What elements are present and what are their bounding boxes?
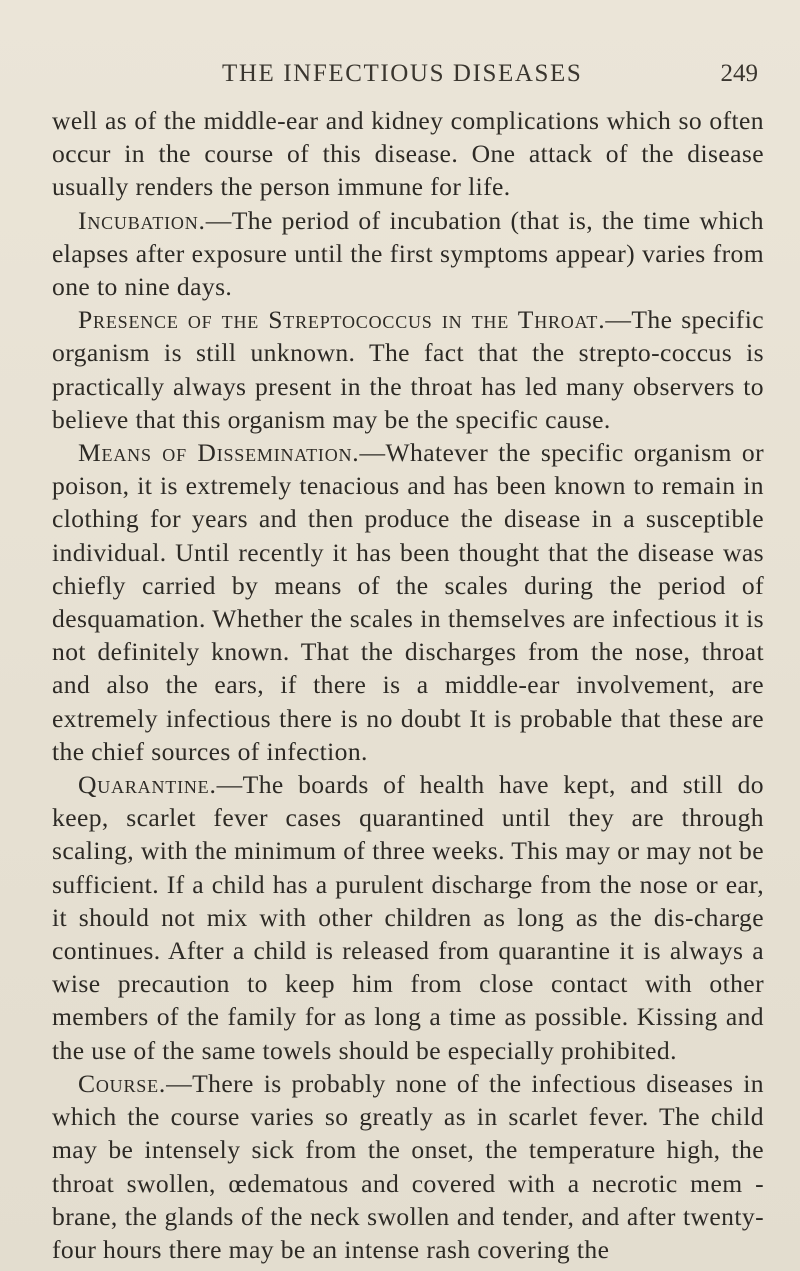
body-text bbox=[52, 104, 764, 1266]
paragraph-continuation bbox=[52, 104, 764, 204]
page-number: 249 bbox=[720, 60, 758, 87]
page-header bbox=[52, 60, 764, 104]
paragraph-text: —The specific organism is still unknown. The fact that the strepto-coccus is practically always present in the throat has led many observers to believe that this organism may be the specific cause. bbox=[52, 305, 764, 434]
section-heading: Course. bbox=[78, 1068, 167, 1098]
paragraph-course bbox=[52, 1067, 764, 1266]
section-heading: Incubation. bbox=[78, 205, 206, 235]
paragraph-dissemination bbox=[52, 436, 764, 768]
paragraph-text: —The boards of health have kept, and still do keep, scarlet fever cases quarantined until they are through scaling, with the minimum of three weeks. This may or may not be sufficient. If a child has a purulent discharge from the nose or ear, it should not mix with other children as long as the dis-charge continues. After a child is released from quarantine it is always a wise precaution to keep him from close contact with other members of the family for as long a time as possible. Kissing and the use of the same towels should be especially prohibited. bbox=[52, 770, 764, 1065]
paragraph-text: —Whatever the specific organism or poison, it is extremely tenacious and has been known to remain in clothing for years and then produce the disease in a susceptible individual. Until recently it has been thought that the disease was chiefly carried by means of the scales during the period of desquamation. Whether the scales in themselves are infectious it is not definitely known. That the discharges from the nose, throat and also the ears, if there is a middle-ear involvement, are extremely infectious there is no doubt It is probable that these are the chief sources of infection. bbox=[52, 438, 764, 766]
section-heading: Means of Dissemination. bbox=[78, 438, 360, 468]
section-heading: Quarantine. bbox=[78, 770, 217, 800]
running-head: THE INFECTIOUS DISEASES bbox=[222, 60, 583, 87]
paragraph-incubation bbox=[52, 204, 764, 304]
paragraph-text: —There is probably none of the infectious diseases in which the course varies so greatly as in scarlet fever. The child may be intensely sick from the onset, the temperature high, the throat swollen, œdematous and covered with a necrotic mem - brane, the glands of the neck swollen and tender, and after twenty-four hours there may be an intense rash covering the bbox=[52, 1068, 764, 1264]
paragraph-streptococcus bbox=[52, 303, 764, 436]
paragraph-text: well as of the middle-ear and kidney complications which so often occur in the course of this disease. One attack of the disease usually renders the person immune for life. bbox=[52, 106, 764, 202]
section-heading: Presence of the Streptococcus in the Throat. bbox=[78, 305, 606, 335]
paragraph-quarantine bbox=[52, 768, 764, 1067]
paragraph-text: —The period of incubation (that is, the time which elapses after exposure until the first symptoms appear) varies from one to nine days. bbox=[52, 205, 764, 302]
